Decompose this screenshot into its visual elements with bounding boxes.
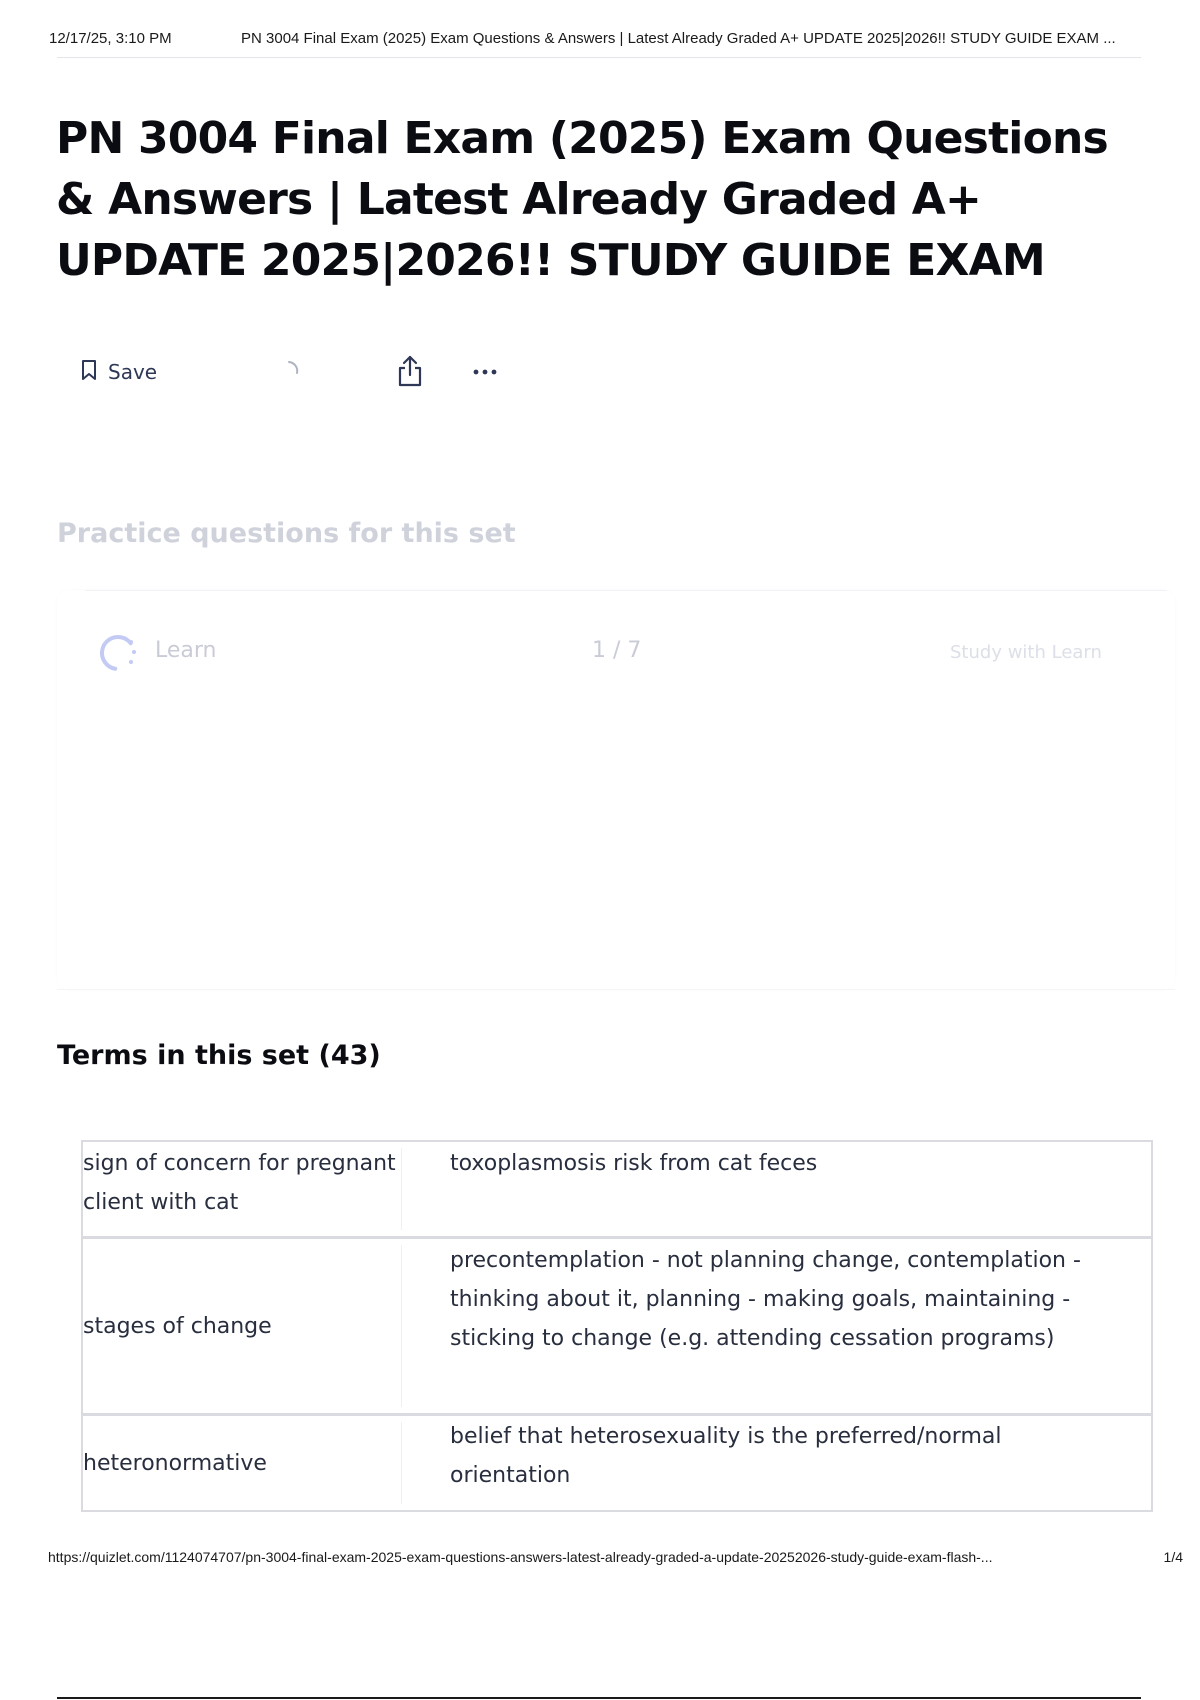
question-progress: 1 / 7 [592, 638, 642, 663]
cell-divider [401, 1245, 402, 1407]
term-cell [83, 1239, 402, 1413]
term-cell [83, 1416, 402, 1510]
print-footer [48, 1549, 1183, 1571]
set-toolbar [80, 352, 520, 392]
table-row [81, 1140, 1153, 1236]
term-cell [83, 1142, 402, 1236]
learn-progress-icon [97, 632, 139, 679]
loading-spinner-icon [276, 358, 302, 389]
print-url: https://quizlet.com/1124074707/pn-3004-final-exam-2025-exam-questions-answers-latest-already-graded-a-update-20252026-study-guide-exam-flash-... [48, 1549, 993, 1565]
share-icon[interactable] [396, 354, 424, 393]
table-row [81, 1413, 1153, 1512]
study-with-learn-link[interactable]: Study with Learn [950, 642, 1102, 663]
save-button-label: Save [108, 360, 158, 384]
bookmark-icon [80, 359, 98, 386]
print-header [49, 28, 1181, 50]
cell-divider [401, 1422, 402, 1504]
practice-questions-heading: Practice questions for this set [57, 518, 516, 549]
learn-label: Learn [155, 638, 217, 663]
print-page-number: 1/4 [1163, 1549, 1183, 1565]
term-text: stages of change [83, 1313, 272, 1339]
print-datetime: 12/17/25, 3:10 PM [49, 30, 172, 47]
learn-row [97, 628, 1135, 676]
more-options-icon[interactable] [468, 354, 502, 396]
card-bottom-divider [57, 989, 1175, 990]
page-bottom-rule [57, 1697, 1141, 1699]
definition-cell: belief that heterosexuality is the preferred/normal orientation [450, 1424, 1002, 1488]
print-document-title: PN 3004 Final Exam (2025) Exam Questions & Answers | Latest Already Graded A+ UPDATE 2025|2026!! STUDY GUIDE EXAM ... [241, 30, 1116, 47]
terms-heading: Terms in this set (43) [57, 1040, 381, 1071]
terms-table [81, 1140, 1153, 1512]
cell-divider [401, 1148, 402, 1230]
definition-cell: toxoplasmosis risk from cat feces [450, 1151, 818, 1176]
save-button[interactable] [80, 352, 157, 392]
header-divider [57, 57, 1141, 58]
term-text: sign of concern for pregnant client with cat [83, 1151, 396, 1215]
table-row [81, 1236, 1153, 1413]
practice-card [57, 590, 1175, 990]
definition-cell: precontemplation - not planning change, contemplation - thinking about it, planning - making goals, maintaining - sticking to change (e.g. attending cessation programs) [450, 1248, 1081, 1351]
term-text: heteronormative [83, 1450, 267, 1476]
page-title: PN 3004 Final Exam (2025) Exam Questions & Answers | Latest Already Graded A+ UPDATE 2025|2026!! STUDY GUIDE EXAM [56, 113, 1108, 286]
card-top-divider [85, 590, 1167, 591]
